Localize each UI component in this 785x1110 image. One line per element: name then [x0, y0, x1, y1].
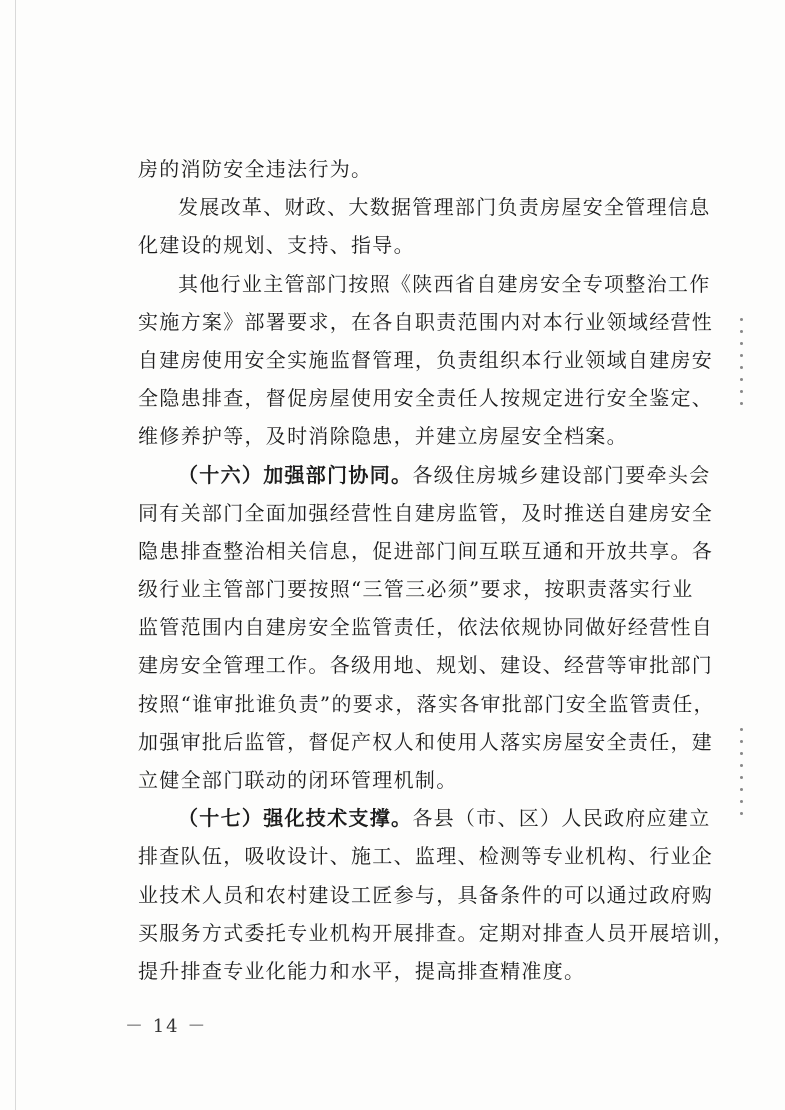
text-line: 立健全部门联动的闭环管理机制。: [138, 768, 458, 792]
text-line: 全隐患排查，督促房屋使用安全责任人按规定进行安全鉴定、: [138, 386, 714, 411]
text-span: 各级住房城乡建设部门要牵头会: [412, 462, 711, 487]
text-line: 实施方案》部署要求，在各自职责范围内对本行业领域经营性: [138, 309, 714, 334]
section-heading-line: [138, 799, 711, 837]
text-line: 隐患排查整治相关信息，促进部门间互联互通和开放共享。各: [138, 538, 714, 563]
text-line: 维修养护等，及时消除隐患，并建立房屋安全档案。: [138, 424, 628, 449]
text-line: 排查队伍，吸收设计、施工、监理、检测等专业机构、行业企: [138, 844, 714, 869]
text-line: 监管范围内自建房安全监管责任，依法依规协同做好经营性自: [138, 615, 714, 640]
text-line: 自建房使用安全实施监督管理，负责组织本行业领域自建房安: [138, 347, 714, 372]
text-line: 同有关部门全面加强经营性自建房监管，及时推送自建房安全: [138, 500, 714, 525]
page-number: － 14 －: [125, 1016, 208, 1037]
section-heading: （十七）强化技术支撑。: [178, 806, 413, 831]
text-span: 各县（市、区）人民政府应建立: [412, 806, 711, 831]
section-heading-line: [138, 456, 711, 494]
text-line: 发展改革、财政、大数据管理部门负责房屋安全管理信息: [178, 195, 711, 220]
text-line: 按照“谁审批谁负责”的要求，落实各审批部门安全监管责任，: [138, 691, 715, 716]
binding-edge-line: [15, 0, 16, 1110]
text-line: 其他行业主管部门按照《陕西省自建房安全专项整治工作: [178, 271, 711, 296]
text-line: 房的消防安全违法行为。: [138, 157, 373, 181]
text-line: 级行业主管部门要按照“三管三必须”要求，按职责落实行业: [138, 577, 694, 602]
text-line: 建房安全管理工作。各级用地、规划、建设、经营等审批部门: [138, 653, 714, 678]
text-line: 加强审批后监管，督促产权人和使用人落实房屋安全责任，建: [138, 729, 714, 754]
body-text: [138, 150, 735, 990]
text-line: 提升排查专业化能力和水平，提高排查精准度。: [138, 958, 586, 983]
text-line: 化建设的规划、支持、指导。: [138, 233, 415, 258]
text-line: 业技术人员和农村建设工匠参与，具备条件的可以通过政府购: [138, 882, 714, 907]
section-heading: （十六）加强部门协同。: [178, 462, 413, 487]
text-line: 买服务方式委托专业机构开展排查。定期对排查人员开展培训，: [138, 920, 735, 945]
binding-hole-marks-top: [736, 318, 748, 414]
binding-hole-marks-bottom: [736, 728, 748, 824]
